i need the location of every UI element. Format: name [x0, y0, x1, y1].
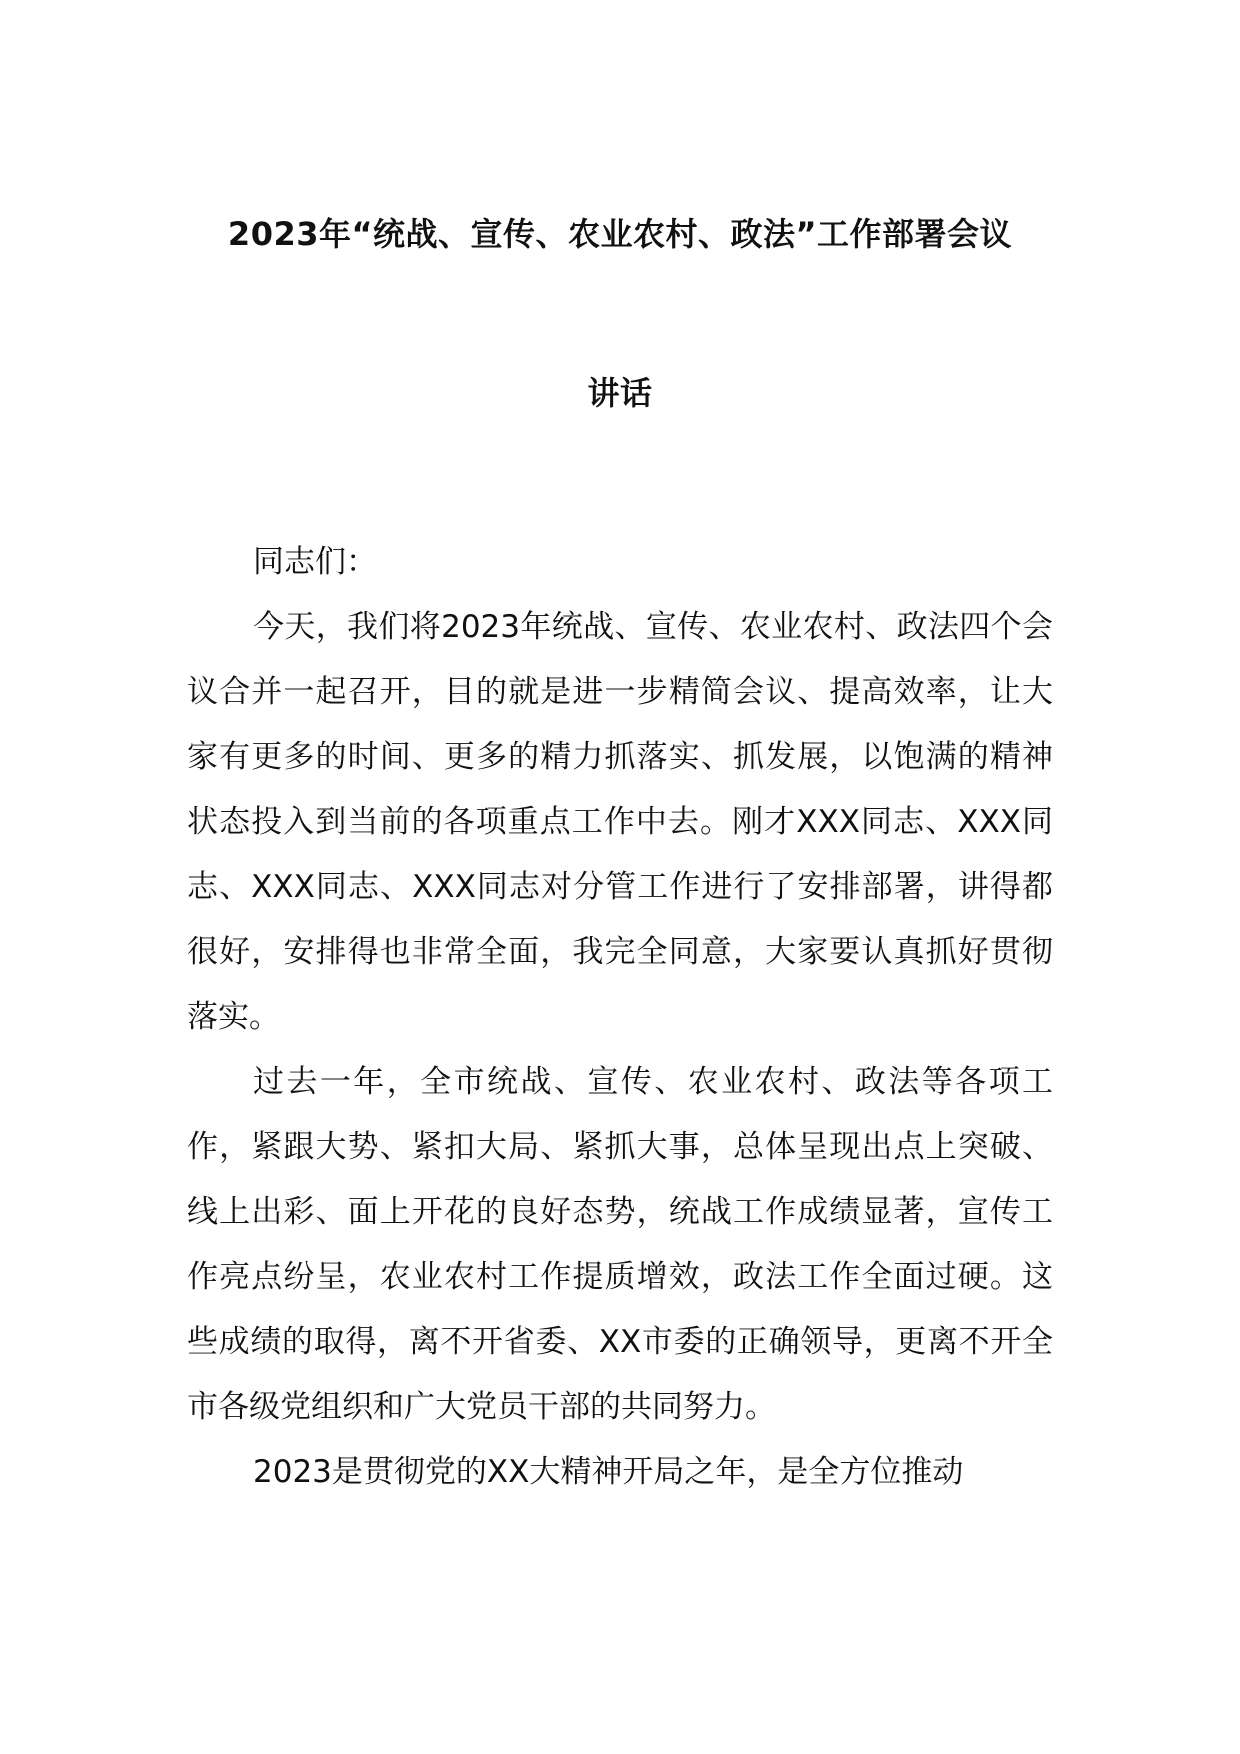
document-title-continued: 讲话 — [587, 374, 653, 412]
paragraph: 2023是贯彻党的XX大精神开局之年，是全方位推动 — [253, 1454, 964, 1490]
paragraph: 过去一年，全市统战、宣传、农业农村、政法等各项工作，紧跟大势、紧扣大局、紧抓大事，总体呈现出点上突破、线上出彩、面上开花的良好态势，统战工作成绩显著，宣传工作亮点纷呈，农业农村工作提质增效，政法工作全面过硬。这些成绩的取得，离不开省委、XX市委的正确领导，更离不开全市各级党组织和广大党员干部的共同努力。 — [187, 1064, 1053, 1425]
salutation: 同志们： — [253, 544, 377, 580]
document-body — [187, 530, 1053, 1505]
paragraph: 今天，我们将2023年统战、宣传、农业农村、政法四个会议合并一起召开，目的就是进一步精简会议、提高效率，让大家有更多的时间、更多的精力抓落实、抓发展，以饱满的精神状态投入到当前的各项重点工作中去。刚才XXX同志、XXX同志、XXX同志、XXX同志对分管工作进行了安排部署，讲得都很好，安排得也非常全面，我完全同意，大家要认真抓好贯彻落实。 — [187, 609, 1053, 1035]
document-title: 2023年“统战、宣传、农业农村、政法”工作部署会议 — [227, 215, 1013, 253]
